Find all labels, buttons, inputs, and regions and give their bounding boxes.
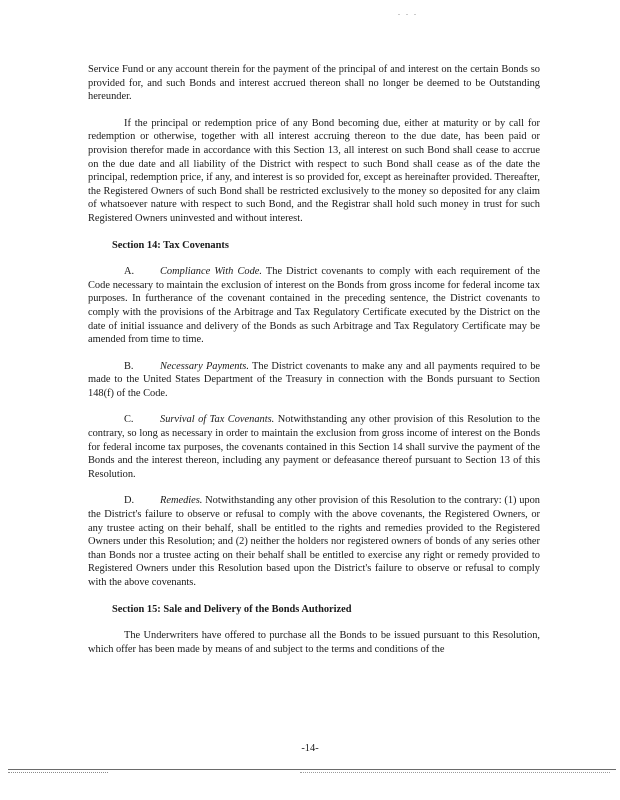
item-caption: Necessary Payments. (160, 360, 249, 372)
section-14-a (88, 265, 540, 347)
section-14-heading: Section 14: Tax Covenants (112, 239, 229, 251)
paragraph-continuation: Service Fund or any account therein for the payment of the principal of and interest on the certain Bonds so provided for, and such Bonds and interest accrued thereon shall no longer be deemed to be Outstanding hereunder. (88, 64, 540, 103)
item-text: The District covenants to comply with each requirement of the Code necessary to maintain the exclusion of interest on the Bonds from gross income for federal income tax purposes. In furtherance of the covenant contained in the preceding sentence, the District covenants to comply with the provisions of the Arbitrage and Tax Regulatory Certificate executed by the District on the date of initial issuance and delivery of the Bonds as such Arbitrage and Tax Regulatory Certificate may be amended from time to time. (88, 266, 540, 346)
item-letter: A. (124, 266, 135, 278)
footer-rule (8, 769, 616, 770)
item-caption: Compliance With Code. (160, 266, 262, 278)
section-14-c (88, 413, 540, 481)
section-15-text: The Underwriters have offered to purchase all the Bonds to be issued pursuant to this Resolution, which offer has been made by means of and subject to the terms and conditions of the (88, 630, 540, 655)
section-14-b (88, 360, 540, 401)
footer-rule-dotted-right (300, 772, 610, 773)
body-text (88, 63, 540, 669)
item-letter: D. (124, 495, 135, 507)
item-text: The District covenants to make any and all payments required to be made to the United States Department of the Treasury in connection with the Bonds pursuant to Section 148(f) of the Code. (88, 360, 540, 399)
page-number: -14- (301, 743, 319, 754)
item-caption: Remedies. (160, 495, 203, 507)
item-text: Notwithstanding any other provision of this Resolution to the contrary, so long as necessary in order to maintain the exclusion from gross income of interest on the Bonds for federal income tax purposes, the covenants contained in this Section 14 shall survive the payment of the Bonds and the interest thereon, including any payment or defeasance thereof pursuant to Section 13 of this Resolution. (88, 414, 540, 480)
item-caption: Survival of Tax Covenants. (160, 414, 275, 426)
scan-mark: . . . (398, 8, 418, 17)
item-text: Notwithstanding any other provision of this Resolution to the contrary: (1) upon the District's failure to observe or refusal to comply with the above covenants, the Registered Owners, or any trustee acting on their behalf, shall be entitled to the rights and remedies provided to the Registered Owners under this Resolution; and (2) neither the holders nor registered owners of bonds of any series other than Bonds nor a trustee acting on their behalf shall be entitled to exercise any right or remedy provided to Registered Owners under this Resolution based upon the District's failure to observe or refusal to comply with the above covenants. (88, 495, 540, 588)
paragraph-defeasance: If the principal or redemption price of any Bond becoming due, either at maturity or by call for redemption or otherwise, together with all interest accruing thereon to the due date, has been paid or provision therefor made in accordance with this Section 13, all interest on such Bond shall cease to accrue on the due date and all liability of the District with respect to such Bond shall cease as of the date the principal, redemption price, if any, and interest is so provided for, except as hereinafter provided. Thereafter, the Registered Owners of such Bond shall be restricted exclusively to the money so deposited for any claim of whatsoever nature with respect to such Bond, and the Registrar shall hold such money in trust for such Registered Owners uninvested and without interest. (88, 117, 540, 224)
item-letter: B. (124, 360, 134, 372)
footer-rule-dotted-left (8, 772, 108, 773)
item-letter: C. (124, 414, 134, 426)
section-15-heading: Section 15: Sale and Delivery of the Bonds Authorized (112, 603, 352, 615)
section-14-d (88, 494, 540, 589)
